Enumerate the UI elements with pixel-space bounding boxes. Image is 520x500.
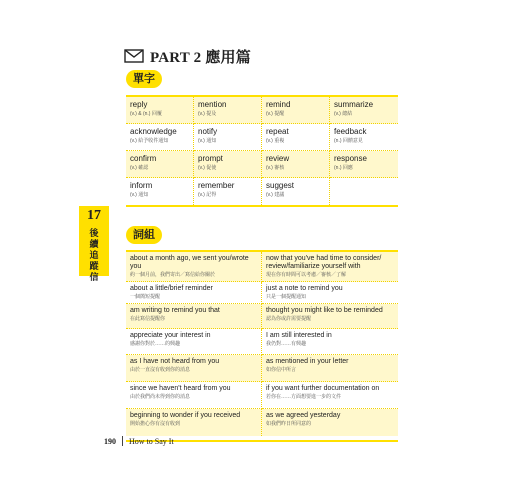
phrase-zh: 認為你或許需要提醒 xyxy=(266,316,312,322)
phrase-zh: 由於我們尚未得到你的消息 xyxy=(130,394,191,400)
phrase-cell xyxy=(262,409,398,436)
vocab-cell xyxy=(330,124,398,151)
phrase-en: about a month ago, we sent you/wrote you xyxy=(130,255,249,270)
phrase-section-label: 詞組 xyxy=(126,226,162,244)
vocab-cell xyxy=(194,97,262,124)
phrase-zh: 約一個月前，我們寄出／寫信給你關於 xyxy=(130,272,216,278)
phrase-en: I am still interested in xyxy=(266,332,332,339)
book-title: How to Say It xyxy=(129,436,174,446)
vocab-cell xyxy=(126,124,194,151)
vocab-cell xyxy=(262,124,330,151)
phrase-cell xyxy=(262,282,398,304)
phrase-en: as I have not heard from you xyxy=(130,358,220,365)
vocab-def: (n.) 回應 xyxy=(334,165,353,171)
page-number: 190 xyxy=(104,436,116,446)
vocab-def: (v.) 重複 xyxy=(266,138,285,144)
phrase-en: thought you might like to be reminded xyxy=(266,307,383,314)
phrase-cell xyxy=(126,329,262,355)
vocab-cell xyxy=(262,178,330,205)
vocab-cell-empty xyxy=(330,178,398,205)
vocab-word: mention xyxy=(198,100,227,109)
phrase-cell xyxy=(262,382,398,409)
vocab-def: (v.) 給予收件通知 xyxy=(130,138,169,144)
phrase-cell xyxy=(126,304,262,329)
page-header xyxy=(124,45,251,67)
footer-divider xyxy=(122,436,123,446)
phrase-en: am writing to remind you that xyxy=(130,307,220,314)
vocab-word: acknowledge xyxy=(130,127,177,136)
vocab-word: review xyxy=(266,154,290,163)
vocab-cell xyxy=(262,97,330,124)
vocab-def: (v.) 建議 xyxy=(266,192,285,198)
vocab-def: (v.) 審核 xyxy=(266,165,285,171)
phrase-en: since we haven't heard from you xyxy=(130,385,231,392)
vocab-def: (v.) 記得 xyxy=(198,192,217,198)
vocab-word: remember xyxy=(198,181,235,190)
phrase-cell xyxy=(262,304,398,329)
vocab-cell xyxy=(262,151,330,178)
phrase-zh: 如你信中所言 xyxy=(266,367,297,373)
phrase-zh: 現在你有時間可以考慮／審核／了解 xyxy=(266,272,347,278)
phrase-cell xyxy=(126,409,262,436)
vocab-def: (v.) 促使 xyxy=(198,165,217,171)
phrase-zh: 感謝你對於……的興趣 xyxy=(130,341,181,347)
phrase-cell xyxy=(262,355,398,382)
phrase-zh: 在此寫信提醒你 xyxy=(130,316,166,322)
phrase-zh: 若你在……方面想要進一步的文件 xyxy=(266,394,342,400)
vocab-cell xyxy=(330,97,398,124)
vocab-def: (v.) 總結 xyxy=(334,111,353,117)
vocab-word: suggest xyxy=(266,181,295,190)
vocab-def: (v.) 提及 xyxy=(198,111,217,117)
phrase-en: appreciate your interest in xyxy=(130,332,211,339)
vocab-word: notify xyxy=(198,127,218,136)
vocab-cell xyxy=(126,151,194,178)
phrase-en: beginning to wonder if you received xyxy=(130,412,241,419)
vocab-cell xyxy=(194,124,262,151)
phrase-zh: 一個簡短提醒 xyxy=(130,294,161,300)
phrase-cell xyxy=(126,382,262,409)
vocab-cell xyxy=(126,178,194,205)
vocab-cell xyxy=(330,151,398,178)
vocab-cell xyxy=(126,97,194,124)
part-title: PART 2 應用篇 xyxy=(150,49,251,66)
vocab-word: repeat xyxy=(266,127,289,136)
page-footer xyxy=(104,434,174,448)
vocab-word: remind xyxy=(266,100,291,109)
vocab-word: prompt xyxy=(198,154,223,163)
vocab-def: (n.) 回饋意見 xyxy=(334,138,363,144)
phrase-zh: 如我們昨日所同意的 xyxy=(266,421,312,427)
vocab-def: (v.) 通知 xyxy=(198,138,217,144)
vocab-def: (v.) & (n.) 回覆 xyxy=(130,111,162,117)
phrase-table xyxy=(126,250,398,442)
vocab-section-label: 單字 xyxy=(126,70,162,88)
phrase-zh: 開始擔心你有沒有收到 xyxy=(130,421,181,427)
envelope-icon xyxy=(124,49,144,63)
vocab-word: confirm xyxy=(130,154,157,163)
phrase-cell xyxy=(126,355,262,382)
vocab-word: feedback xyxy=(334,127,367,136)
phrase-en: as mentioned in your letter xyxy=(266,358,349,365)
phrase-en: as we agreed yesterday xyxy=(266,412,341,419)
vocab-cell xyxy=(194,178,262,205)
vocab-def: (v.) 確認 xyxy=(130,165,149,171)
vocab-grid xyxy=(126,95,398,207)
vocab-def: (v.) 提醒 xyxy=(266,111,285,117)
phrase-zh: 我仍對……有興趣 xyxy=(266,341,307,347)
vocab-word: response xyxy=(334,154,367,163)
phrase-cell xyxy=(126,252,262,282)
phrase-en: now that you've had time to consider/ review/familiarize yourself with xyxy=(266,255,382,270)
chapter-title: 後續追蹤信 xyxy=(89,228,99,282)
phrase-cell xyxy=(262,252,398,282)
phrase-en: about a little/brief reminder xyxy=(130,285,213,292)
phrase-en: if you want further documentation on xyxy=(266,385,380,392)
phrase-zh: 由於一直沒有收到你的消息 xyxy=(130,367,191,373)
vocab-word: inform xyxy=(130,181,153,190)
phrase-zh: 只是一個提醒通知 xyxy=(266,294,307,300)
phrase-en: just a note to remind you xyxy=(266,285,343,292)
vocab-word: reply xyxy=(130,100,148,109)
chapter-side-tab xyxy=(79,206,109,282)
chapter-number: 17 xyxy=(87,208,101,223)
phrase-cell xyxy=(262,329,398,355)
vocab-def: (v.) 通知 xyxy=(130,192,149,198)
vocab-cell xyxy=(194,151,262,178)
vocab-word: summarize xyxy=(334,100,374,109)
phrase-cell xyxy=(126,282,262,304)
